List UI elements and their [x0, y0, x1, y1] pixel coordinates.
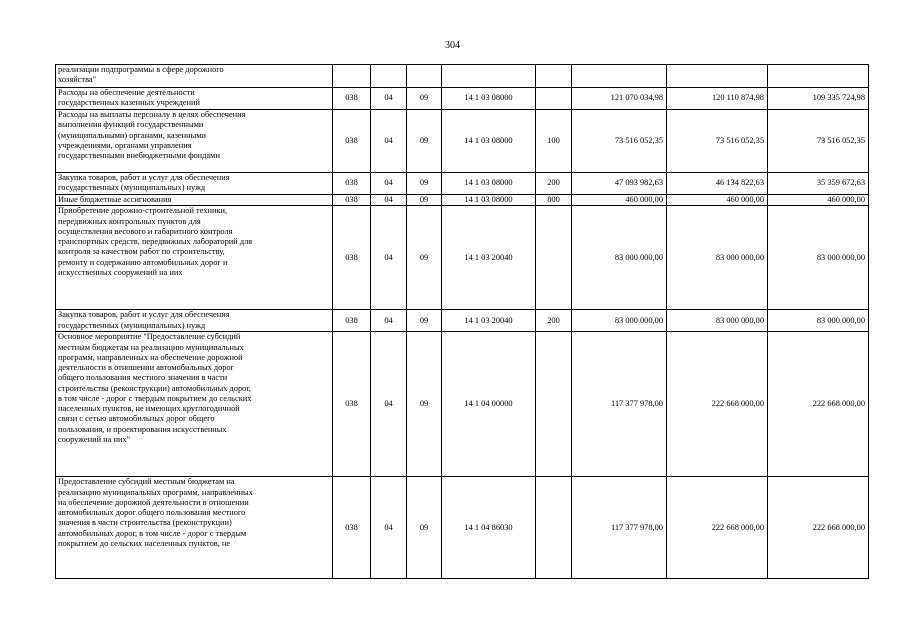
ministry-code: 038	[333, 332, 371, 477]
amount-year-1: 83 000 000,00	[572, 206, 667, 310]
subsection-code: 09	[407, 173, 442, 195]
table-row	[56, 332, 869, 477]
amount-year-1: 73 516 052,35	[572, 110, 667, 173]
row-name: Закупка товаров, работ и услуг для обеспечения государственных (муниципальных) нужд	[56, 173, 333, 195]
amount-year-1: 117 377 978,00	[572, 332, 667, 477]
ministry-code: 038	[333, 477, 371, 579]
expense-kind-code: 200	[536, 173, 572, 195]
section-code: 04	[371, 477, 407, 579]
subsection-code: 09	[407, 110, 442, 173]
amount-year-3: 73 516 052,35	[768, 110, 869, 173]
amount-year-3: 222 668 000,00	[768, 332, 869, 477]
page-number: 304	[445, 40, 460, 51]
ministry-code: 038	[333, 310, 371, 332]
subsection-code	[407, 65, 442, 88]
target-article-code: 14 1 03 08000	[442, 195, 536, 206]
section-code: 04	[371, 88, 407, 110]
ministry-code: 038	[333, 173, 371, 195]
table-row	[56, 477, 869, 579]
target-article-code: 14 1 03 20040	[442, 310, 536, 332]
amount-year-3: 83 000 000,00	[768, 310, 869, 332]
amount-year-2: 83 000 000,00	[667, 206, 768, 310]
target-article-code: 14 1 03 08000	[442, 110, 536, 173]
section-code: 04	[371, 110, 407, 173]
amount-year-1: 47 093 982,63	[572, 173, 667, 195]
expense-kind-code: 200	[536, 310, 572, 332]
row-name: Расходы на выплаты персоналу в целях обеспечения выполнения функций государственными (муниципальными) органами, казенными учреждениями, органами управления государственными внебюджетными фондами	[56, 110, 333, 173]
subsection-code: 09	[407, 477, 442, 579]
amount-year-1: 460 000,00	[572, 195, 667, 206]
amount-year-1: 83 000 000,00	[572, 310, 667, 332]
subsection-code: 09	[407, 310, 442, 332]
target-article-code: 14 1 03 20040	[442, 206, 536, 310]
amount-year-1: 117 377 978,00	[572, 477, 667, 579]
table-row	[56, 88, 869, 110]
target-article-code: 14 1 03 08000	[442, 88, 536, 110]
expense-kind-code	[536, 206, 572, 310]
amount-year-3: 83 000 000,00	[768, 206, 869, 310]
amount-year-3: 35 359 672,63	[768, 173, 869, 195]
table-row	[56, 310, 869, 332]
amount-year-3: 460 000,00	[768, 195, 869, 206]
amount-year-2: 460 000,00	[667, 195, 768, 206]
expense-kind-code: 800	[536, 195, 572, 206]
budget-table	[55, 64, 869, 579]
expense-kind-code	[536, 477, 572, 579]
ministry-code: 038	[333, 195, 371, 206]
target-article-code	[442, 65, 536, 88]
subsection-code: 09	[407, 206, 442, 310]
target-article-code: 14 1 04 86030	[442, 477, 536, 579]
section-code: 04	[371, 173, 407, 195]
subsection-code: 09	[407, 88, 442, 110]
amount-year-2: 46 134 822,63	[667, 173, 768, 195]
table-row	[56, 110, 869, 173]
amount-year-2: 73 516 052,35	[667, 110, 768, 173]
ministry-code	[333, 65, 371, 88]
ministry-code: 038	[333, 110, 371, 173]
section-code	[371, 65, 407, 88]
amount-year-2	[667, 65, 768, 88]
amount-year-3: 222 668 000,00	[768, 477, 869, 579]
row-name: реализации подпрограммы в сфере дорожного хозяйства"	[56, 65, 333, 88]
section-code: 04	[371, 310, 407, 332]
section-code: 04	[371, 332, 407, 477]
expense-kind-code: 100	[536, 110, 572, 173]
subsection-code: 09	[407, 332, 442, 477]
target-article-code: 14 1 03 08000	[442, 173, 536, 195]
expense-kind-code	[536, 88, 572, 110]
row-name: Приобретение дорожно-строительной техники, передвижных контрольных пунктов для осуществления весового и габаритного контроля транспортных средств, передвижных лабораторий для контроля за качеством работ по строительству, ремонту и содержанию автомобильных дорог и искусственных сооружений на них	[56, 206, 333, 310]
amount-year-2: 83 000 000,00	[667, 310, 768, 332]
expense-kind-code	[536, 332, 572, 477]
target-article-code: 14 1 04 00000	[442, 332, 536, 477]
table-row	[56, 65, 869, 88]
amount-year-2: 222 668 000,00	[667, 332, 768, 477]
amount-year-3: 109 335 724,98	[768, 88, 869, 110]
row-name: Предоставление субсидий местным бюджетам на реализацию муниципальных программ, направленных на обеспечение дорожной деятельности в отношении автомобильных дорог общего пользования местного значения в части строительства (реконструкции) автомобильных дорог, в том числе - дорог с твердым покрытием до сельских населенных пунктов, не	[56, 477, 333, 579]
table-row	[56, 206, 869, 310]
amount-year-3	[768, 65, 869, 88]
ministry-code: 038	[333, 88, 371, 110]
section-code: 04	[371, 195, 407, 206]
ministry-code: 038	[333, 206, 371, 310]
row-name: Иные бюджетные ассигнования	[56, 195, 333, 206]
row-name: Закупка товаров, работ и услуг для обеспечения государственных (муниципальных) нужд	[56, 310, 333, 332]
amount-year-1	[572, 65, 667, 88]
expense-kind-code	[536, 65, 572, 88]
amount-year-2: 222 668 000,00	[667, 477, 768, 579]
amount-year-1: 121 070 034,98	[572, 88, 667, 110]
section-code: 04	[371, 206, 407, 310]
table-row	[56, 173, 869, 195]
amount-year-2: 120 110 874,98	[667, 88, 768, 110]
subsection-code: 09	[407, 195, 442, 206]
row-name: Основное мероприятие "Предоставление субсидий местным бюджетам на реализацию муниципальных программ, направленных на обеспечение дорожной деятельности в отношении автомобильных дорог общего пользования местного значения в части строительства (реконструкции) автомобильных дорог, в том числе - дорог с твердым покрытием до сельских населенных пунктов, не имеющих круглогодичной связи с сетью автомобильных дорог общего пользования, и проектирования искусственных сооружений на них"	[56, 332, 333, 477]
table-row	[56, 195, 869, 206]
row-name: Расходы на обеспечение деятельности государственных казенных учреждений	[56, 88, 333, 110]
